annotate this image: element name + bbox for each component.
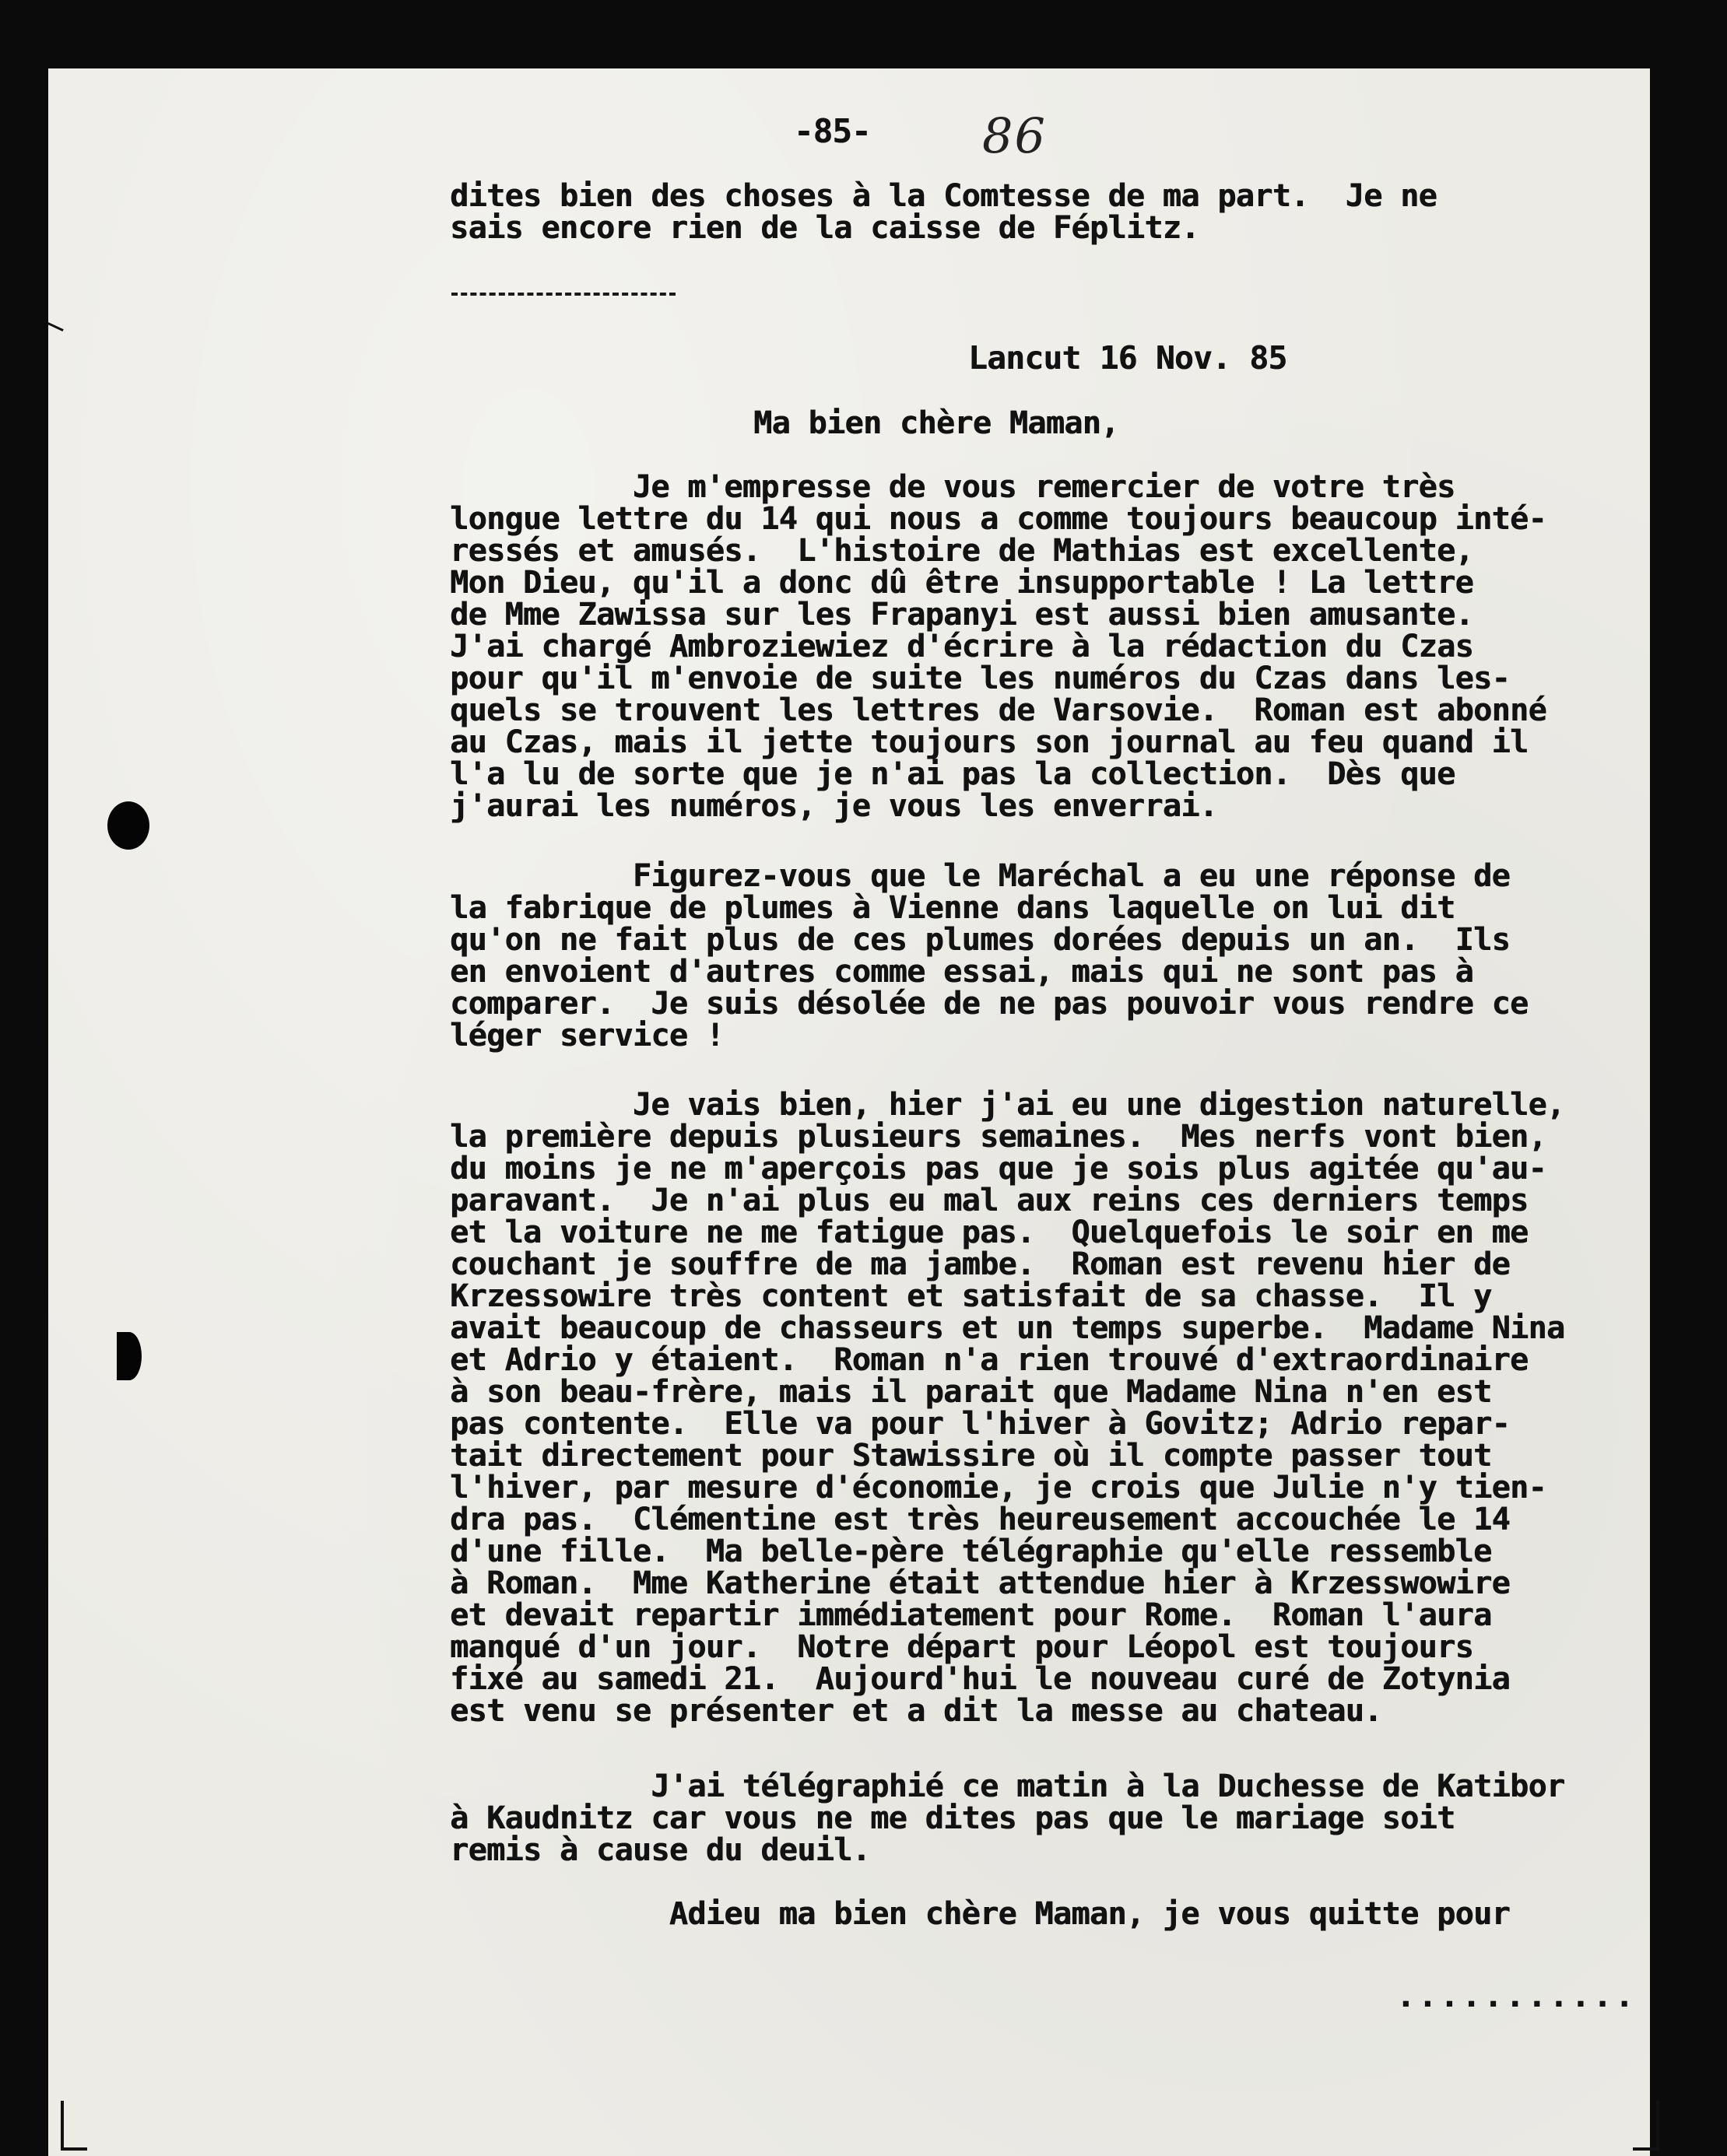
letter-paragraph: Figurez-vous que le Maréchal a eu une réponse de la fabrique de plumes à Vienne dans laquelle on lui dit qu'on ne fait plus de ces plumes dorées depuis un an. Ils en envoient d'autres comme essai, mais qui ne sont pas à comparer. Je suis désolée de ne pas pouvoir vous rendre ce léger service ! [450,858,1529,1053]
letter-paragraph: Je vais bien, hier j'ai eu une digestion naturelle, la première depuis plusieurs semaines. Mes nerfs vont bien, du moins je ne m'aperçois pas que je sois plus agitée qu'au- paravant. Je n'ai plus eu mal aux reins ces derniers temps et la voiture ne me fatigue pas. Quelquefois le soir en me couchant je souffre de ma jambe. Roman est revenu hier de Krzessowire très content et satisfait de sa chasse. Il y avait beaucoup de chasseurs et un temps superbe. Madame Nina et Adrio y étaient. Roman n'a rien trouvé d'extraordinaire à son beau-frère, mais il parait que Madame Nina n'en est pas contente. Elle va pour l'hiver à Govitz; Adrio repar- tait directement pour Stawissire où il compte passer tout l'hiver, par mesure d'économie, je crois que Julie n'y tien- dra pas. Clémentine est très heureusement accouchée le 14 d'une fille. Ma belle-père télégraphie qu'elle ressemble à Roman. Mme Katherine était attendue hier à Krzesswowire et devait repartir immédiatement pour Rome. Roman l'aura manqué d'un jour. Notre départ pour Léopol est toujours fixé au samedi 21. Aujourd'hui le nouveau curé de Zotynia est venu se présenter et a dit la messe au chateau. [450,1087,1565,1729]
letter-paragraph: Je m'empresse de vous remercier de votre très longue lettre du 14 qui nous a comme toujours beaucoup inté- ressés et amusés. L'histoire de Mathias est excellente, Mon Dieu, qu'il a donc dû être insupportable ! La lettre de Mme Zawissa sur les Frapanyi est aussi bien amusante. J'ai chargé Ambroziewiez d'écrire à la rédaction du Czas pour qu'il m'envoie de suite les numéros du Czas dans les- quels se trouvent les lettres de Varsovie. Roman est abonné au Czas, mais il jette toujours son journal au feu quand il l'a lu de sorte que je n'ai pas la collection. Dès que j'aurai les numéros, je vous les enverrai. [450,469,1546,824]
letter-continuation: dites bien des choses à la Comtesse de ma part. Je ne sais encore rien de la caisse de Féplitz. [450,178,1437,246]
handwritten-page-number: 86 [982,107,1047,164]
letter-salutation: Ma bien chère Maman, [753,405,1119,441]
page-number: -85- [794,112,871,150]
scan-corner-mark [1633,2101,1659,2151]
punch-hole [107,801,149,850]
scan-corner-mark [61,2101,87,2151]
punch-hole [117,1332,142,1380]
section-separator [451,293,676,296]
letter-paragraph: J'ai télégraphié ce matin à la Duchesse de Katibor à Kaudnitz car vous ne me dites pas que le mariage soit remis à cause du deuil. [450,1769,1565,1868]
continuation-dots: ........... [1396,1979,1637,2014]
letter-dateline: Lancut 16 Nov. 85 [968,339,1287,377]
letter-paragraph: Adieu ma bien chère Maman, je vous quitte pour [450,1896,1510,1932]
